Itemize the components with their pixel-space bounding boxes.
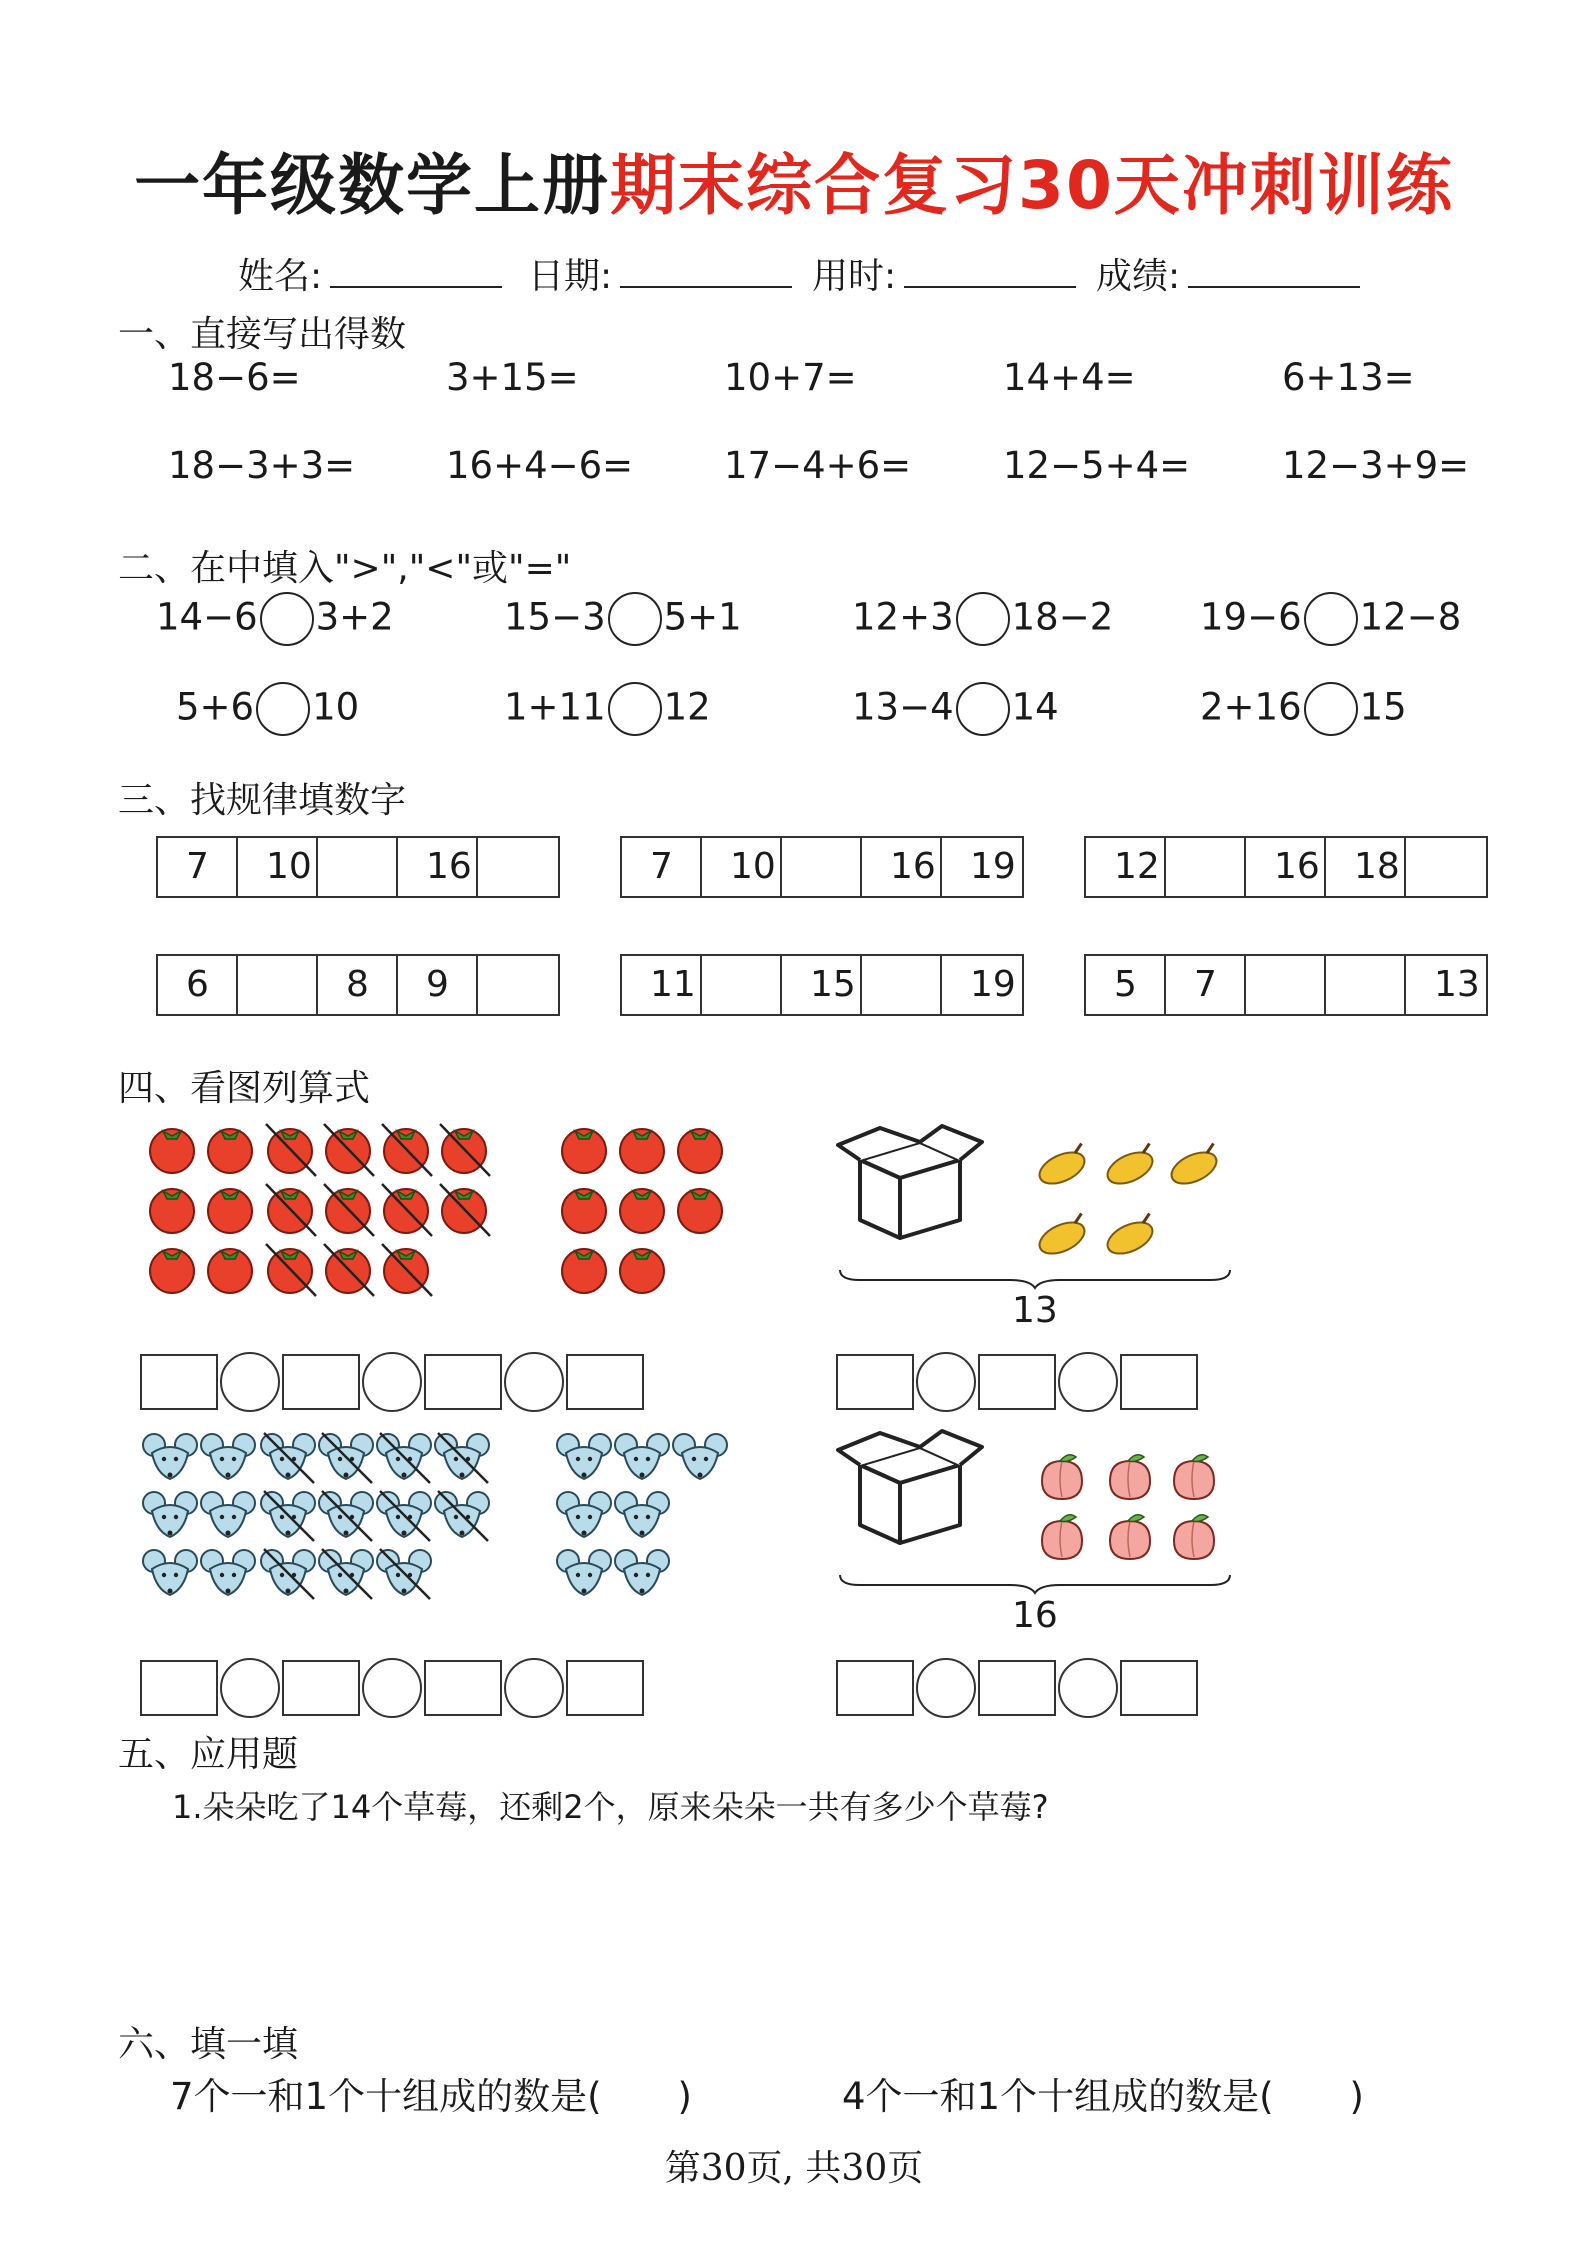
sequence-cell[interactable]: 8 (318, 956, 398, 1014)
sequence-cell[interactable]: 10 (238, 838, 318, 896)
answer-box[interactable] (140, 1660, 218, 1716)
operator-circle[interactable] (220, 1658, 280, 1718)
sequence-row (156, 836, 560, 898)
operator-circle[interactable] (916, 1658, 976, 1718)
compare-left: 13−4 (852, 685, 954, 729)
answer-box[interactable] (566, 1354, 644, 1410)
tomatoes-picture (140, 1110, 740, 1300)
fill-blank-1[interactable] (170, 2066, 692, 2120)
answer-box[interactable] (424, 1660, 502, 1716)
sequence-cell[interactable] (702, 956, 782, 1014)
sequence-cell[interactable]: 19 (970, 846, 1016, 887)
section-1-heading: 一、直接写出得数 (118, 314, 407, 355)
equation-row (140, 1658, 644, 1718)
operator-circle[interactable] (916, 1352, 976, 1412)
compare-item (852, 682, 1059, 736)
sequence-cell[interactable]: 12 (1086, 838, 1166, 896)
answer-circle[interactable] (260, 592, 314, 646)
equation-row (140, 1352, 644, 1412)
sequence-row (156, 954, 560, 1016)
answer-box[interactable] (566, 1660, 644, 1716)
tomato-icon (150, 1129, 486, 1293)
operator-circle[interactable] (1058, 1352, 1118, 1412)
box-peach-picture (830, 1425, 1240, 1595)
compare-item (176, 682, 359, 736)
time-label: 用时: (812, 256, 897, 297)
compare-item (156, 592, 394, 646)
title-red: 期末综合复习30天冲刺训练 (610, 147, 1454, 224)
section-3-heading: 三、找规律填数字 (118, 780, 407, 821)
answer-box[interactable] (424, 1354, 502, 1410)
sequence-cell[interactable] (862, 956, 942, 1014)
compare-left: 12+3 (852, 595, 954, 639)
calc-item[interactable]: 12−3+9= (1282, 444, 1470, 487)
sequence-row (620, 954, 1024, 1016)
sequence-cell[interactable] (1246, 956, 1326, 1014)
section-2-heading: 二、在中填入">","<"或"=" (118, 548, 572, 589)
answer-box[interactable] (978, 1354, 1056, 1410)
score-field[interactable] (1096, 248, 1360, 299)
operator-circle[interactable] (504, 1658, 564, 1718)
tomato-icon (562, 1129, 722, 1293)
sequence-cell[interactable] (1326, 956, 1406, 1014)
operator-circle[interactable] (362, 1352, 422, 1412)
sequence-cell[interactable] (1406, 838, 1486, 896)
sequence-cell[interactable]: 11 (622, 956, 702, 1014)
brace-line (840, 1575, 1230, 1593)
calc-item[interactable]: 10+7= (724, 356, 857, 399)
compare-item (1200, 682, 1407, 736)
compare-left: 5+6 (176, 685, 255, 729)
sequence-cell[interactable]: 10 (702, 838, 782, 896)
calc-item[interactable]: 12−5+4= (1003, 444, 1191, 487)
sequence-cell[interactable] (318, 838, 398, 896)
sequence-cell[interactable]: 16 (1246, 838, 1326, 896)
sequence-cell[interactable]: 13 (1434, 964, 1480, 1005)
peach-icon (1042, 1455, 1214, 1559)
compare-left: 1+11 (504, 685, 606, 729)
page-title (0, 132, 1588, 227)
sequence-row (1084, 836, 1488, 898)
section-4-heading: 四、看图列算式 (118, 1068, 371, 1109)
date-line (620, 258, 792, 288)
calc-item[interactable]: 16+4−6= (446, 444, 634, 487)
calc-item[interactable]: 14+4= (1003, 356, 1136, 399)
sequence-row (1084, 954, 1488, 1016)
sequence-cell[interactable]: 7 (622, 838, 702, 896)
compare-right: 18−2 (1011, 595, 1114, 639)
score-line (1188, 258, 1360, 288)
sequence-cell[interactable]: 5 (1086, 956, 1166, 1014)
score-label: 成绩: (1096, 256, 1181, 297)
name-line (330, 258, 502, 288)
box-icon (838, 1126, 982, 1238)
sequence-cell[interactable] (782, 838, 862, 896)
sequence-cell[interactable]: 9 (398, 956, 478, 1014)
time-field[interactable] (812, 248, 1076, 299)
box-mango-picture (830, 1120, 1240, 1290)
sequence-cell[interactable]: 15 (782, 956, 862, 1014)
mouse-icon (557, 1434, 727, 1595)
answer-box[interactable] (1120, 1660, 1198, 1716)
answer-circle[interactable] (956, 682, 1010, 736)
page-number: 第30页, 共30页 (664, 2148, 924, 2189)
compare-item (504, 592, 742, 646)
sequence-cell[interactable]: 19 (970, 964, 1016, 1005)
section-6-heading: 六、填一填 (118, 2024, 299, 2065)
sequence-cell[interactable] (238, 956, 318, 1014)
compare-right: 5+1 (663, 595, 742, 639)
calc-item[interactable]: 18−3+3= (168, 444, 356, 487)
compare-left: 2+16 (1200, 685, 1302, 729)
answer-circle[interactable] (608, 592, 662, 646)
box-icon (838, 1431, 982, 1543)
compare-left: 15−3 (504, 595, 606, 639)
brace-line (840, 1270, 1230, 1288)
answer-box[interactable] (282, 1660, 360, 1716)
mango-icon (1034, 1143, 1225, 1259)
sequence-row (620, 836, 1024, 898)
answer-box[interactable] (836, 1660, 914, 1716)
answer-circle[interactable] (1304, 682, 1358, 736)
compare-item (504, 682, 711, 736)
name-field[interactable] (238, 248, 502, 299)
answer-circle[interactable] (956, 592, 1010, 646)
sequence-cell[interactable]: 6 (158, 956, 238, 1014)
compare-left: 19−6 (1200, 595, 1302, 639)
answer-circle[interactable] (608, 682, 662, 736)
fill-text: 7个一和1个十组成的数是( (170, 2075, 602, 2118)
operator-circle[interactable] (1058, 1658, 1118, 1718)
total-label-2: 16 (1012, 1595, 1058, 1636)
operator-circle[interactable] (220, 1352, 280, 1412)
compare-right: 14 (1011, 685, 1059, 729)
fill-close: ) (1349, 2075, 1364, 2118)
sequence-cell[interactable]: 7 (158, 838, 238, 896)
compare-right: 10 (312, 685, 360, 729)
sequence-cell[interactable]: 16 (398, 838, 478, 896)
fill-text: 4个一和1个十组成的数是( (842, 2075, 1274, 2118)
calc-item[interactable]: 17−4+6= (724, 444, 912, 487)
mice-picture (140, 1415, 740, 1605)
calc-item[interactable]: 6+13= (1282, 356, 1415, 399)
answer-box[interactable] (282, 1354, 360, 1410)
total-label-1: 13 (1012, 1290, 1058, 1331)
date-field[interactable] (528, 248, 792, 299)
sequence-cell[interactable]: 7 (1166, 956, 1246, 1014)
compare-right: 12 (663, 685, 711, 729)
answer-box[interactable] (978, 1660, 1056, 1716)
fill-blank-2[interactable] (842, 2066, 1364, 2120)
fill-close: ) (677, 2075, 692, 2118)
operator-circle[interactable] (504, 1352, 564, 1412)
answer-box[interactable] (140, 1354, 218, 1410)
sequence-cell[interactable]: 16 (862, 838, 942, 896)
compare-left: 14−6 (156, 595, 258, 639)
compare-item (1200, 592, 1461, 646)
section-5-heading: 五、应用题 (118, 1734, 299, 1775)
answer-box[interactable] (1120, 1354, 1198, 1410)
calc-item[interactable]: 3+15= (446, 356, 579, 399)
equation-row (836, 1352, 1198, 1412)
name-label: 姓名: (238, 256, 323, 297)
equation-row (836, 1658, 1198, 1718)
mouse-icon (143, 1434, 489, 1595)
time-line (904, 258, 1076, 288)
sequence-cell[interactable] (478, 956, 558, 1014)
answer-box[interactable] (836, 1354, 914, 1410)
sequence-cell[interactable] (478, 838, 558, 896)
sequence-cell[interactable]: 18 (1326, 838, 1406, 896)
answer-circle[interactable] (1304, 592, 1358, 646)
compare-right: 15 (1359, 685, 1407, 729)
compare-item (852, 592, 1113, 646)
word-problem: 1.朵朵吃了14个草莓，还剩2个，原来朵朵一共有多少个草莓? (172, 1788, 1049, 1826)
operator-circle[interactable] (362, 1658, 422, 1718)
compare-right: 12−8 (1359, 595, 1462, 639)
answer-circle[interactable] (256, 682, 310, 736)
title-black: 一年级数学上册 (134, 147, 611, 224)
compare-right: 3+2 (315, 595, 394, 639)
date-label: 日期: (528, 256, 613, 297)
sequence-cell[interactable] (1166, 838, 1246, 896)
calc-item[interactable]: 18−6= (168, 356, 301, 399)
